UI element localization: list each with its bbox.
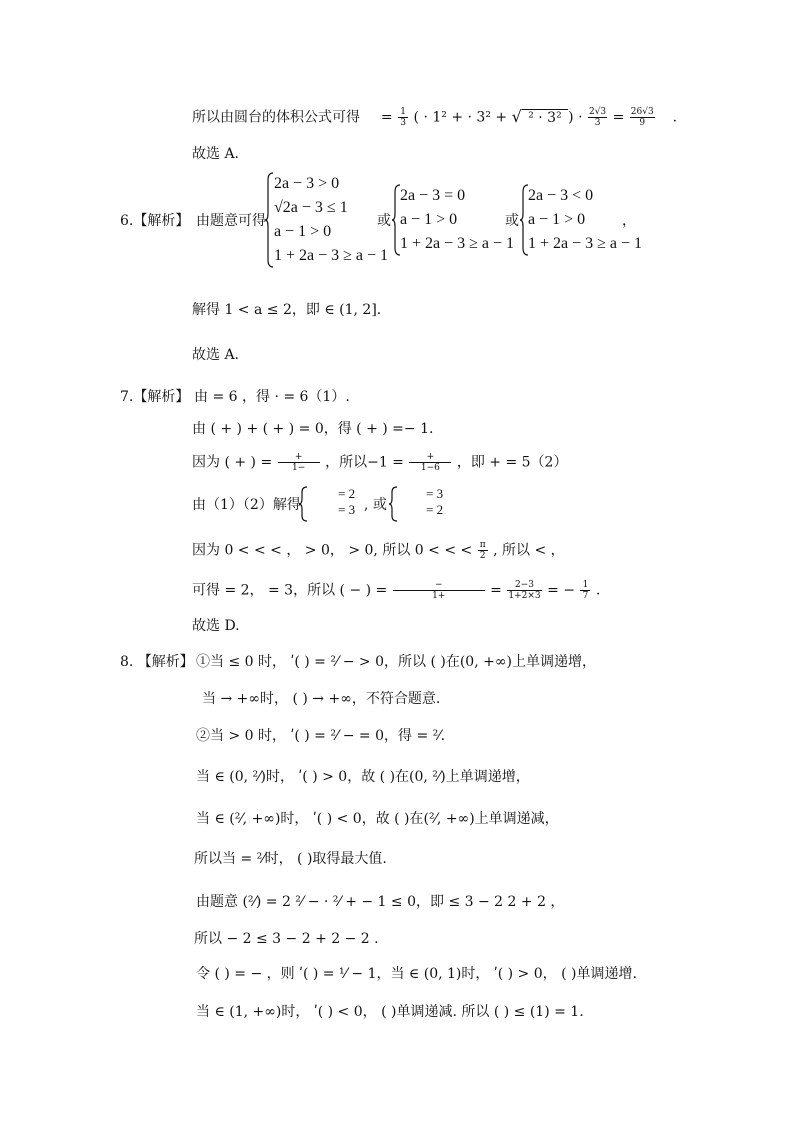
q6-lead: 由题意可得 [196, 213, 266, 229]
answer-q5: 故选 A. [192, 146, 240, 162]
q7-substituted-fraction: $\frac{+}{1-6}$ [409, 452, 451, 473]
answer-q7: 故选 D. [192, 618, 240, 634]
q7-sys1-row: = 3 [338, 502, 356, 517]
q7-label: 7.【解析】 [120, 389, 190, 405]
q6-system-1 [274, 172, 388, 268]
q7-line-3 [192, 452, 567, 473]
q7-tan-diff-fraction: $\frac{-}{1+}$ [393, 580, 485, 601]
q6-sys3-row: a − 1 > 0 [528, 211, 586, 228]
equals: = [490, 582, 502, 599]
q7-sys2-row: = 3 [426, 486, 444, 501]
q7-line-3-c: ，即 + = 5（2） [456, 454, 568, 471]
q6-or-2: 或 [505, 213, 519, 229]
q6-sys3-row: 2a − 3 < 0 [528, 187, 594, 204]
q7-line-2: 由 ( + ) + ( + ) = 0，得 ( + ) =− 1. [192, 421, 434, 437]
q6-solution: 解得 1 < a ≤ 2，即 ∈ (1, 2]. [192, 302, 382, 318]
formula-tail: ) · [568, 109, 587, 126]
q7-brace-2 [388, 486, 398, 522]
equals: = [612, 109, 625, 126]
q6-sys2-row: a − 1 > 0 [400, 211, 458, 228]
q7-tan-sum-fraction: $\frac{+}{1-}$ [278, 452, 320, 473]
q7-system-1 [338, 486, 355, 518]
q6-sys1-row: 2a − 3 > 0 [274, 175, 340, 192]
q8-line-7: 由题意 (²⁄) = 2 ²⁄ − · ²⁄ + − 1 ≤ 0，即 ≤ 3 − 2 2 + 2 ， [196, 894, 565, 910]
q7-numeric-fraction: $\frac{2-3}{1+2\times 3}$ [508, 580, 541, 601]
q8-line-1: ①当 ≤ 0 时， ʹ( ) = ²⁄ − > 0，所以 ( )在(0, +∞)上单调递增， [196, 654, 596, 670]
q7-line-6-a: 可得 = 2， = 3，所以 ( − ) = [192, 582, 388, 599]
q6-sys1-row: a − 1 > 0 [274, 223, 332, 240]
q7-line-3-b: ，所以−1 = [325, 454, 404, 471]
q8-line-10: 当 ∈ (1, +∞)时， ʹ( ) < 0， ( )单调递减. 所以 ( ) ≤ (1) = 1. [196, 1004, 584, 1020]
q7-line-4-a: 由（1）（2）解得 [192, 497, 301, 513]
q6-comma: ， [622, 213, 636, 229]
q7-line-5 [192, 540, 565, 561]
q6-system-2 [400, 184, 514, 256]
q8-line-9: 令 ( ) = − ，则 ʹ( ) = ¹⁄ − 1，当 ∈ (0, 1)时， ʹ( ) > 0， ( )单调递增. [196, 966, 637, 982]
q6-sys1-row: √2a − 3 ≤ 1 [274, 199, 348, 216]
q6-brace-1 [264, 172, 274, 268]
q6-label: 6.【解析】 [120, 213, 190, 229]
equals: = [380, 109, 393, 126]
q7-line-5-a: 因为 0 < < < ， > 0， > 0, 所以 0 < < < [192, 542, 473, 559]
q7-line-6 [192, 580, 600, 601]
q6-sys2-row: 2a − 3 = 0 [400, 187, 466, 204]
formula-middle: ( · 1² + · 3² + [413, 109, 512, 126]
fraction-height: $\frac{2√3}{3}$ [588, 107, 607, 128]
q7-result-fraction: $\frac{1}{7}$ [580, 580, 590, 601]
q7-sys2-row: = 2 [426, 502, 444, 517]
sqrt-term: √ ² · 3² [511, 106, 567, 126]
q7-or: , 或 [364, 497, 387, 513]
fraction-one-third: $\frac{1}{3}$ [398, 107, 408, 128]
q6-sys2-row: 1 + 2a − 3 ≥ a − 1 [400, 235, 515, 252]
volume-formula-prefix: 所以由圆台的体积公式可得 [192, 109, 360, 126]
q6-sys3-row: 1 + 2a − 3 ≥ a − 1 [528, 235, 643, 252]
q8-line-2: 当 → +∞时， ( ) → +∞，不符合题意. [202, 691, 441, 707]
answer-q6: 故选 A. [192, 347, 240, 363]
q7-system-2 [426, 486, 443, 518]
q8-line-8: 所以 − 2 ≤ 3 − 2 + 2 − 2 . [194, 931, 379, 947]
period: . [672, 109, 678, 126]
q8-label: 8. 【解析】 [120, 654, 194, 670]
q6-or-1: 或 [377, 213, 391, 229]
q8-line-4: 当 ∈ (0, ²⁄)时， ʹ( ) > 0，故 ( )在(0, ²⁄)上单调递增， [196, 769, 530, 785]
q7-line-3-a: 因为 ( + ) = [192, 454, 273, 471]
q7-line-1: 由 = 6 ，得 · = 6（1）. [194, 389, 350, 405]
period: . [595, 582, 601, 599]
q7-line-5-b: , 所以 < ， [493, 542, 565, 559]
q8-line-3: ②当 > 0 时， ʹ( ) = ²⁄ − = 0，得 = ²⁄. [196, 728, 446, 744]
q7-sys1-row: = 2 [338, 486, 356, 501]
equals-minus: = − [547, 582, 575, 599]
q8-line-6: 所以当 = ²⁄时， ( )取得最大值. [194, 851, 387, 867]
pi-over-2-fraction: $\frac{\pi}{2}$ [478, 540, 488, 561]
q8-line-5: 当 ∈ (²⁄, +∞)时， ʹ( ) < 0，故 ( )在(²⁄, +∞)上单调递减， [196, 811, 559, 827]
q7-line-4 [192, 496, 301, 514]
q6-sys1-row: 1 + 2a − 3 ≥ a − 1 [274, 247, 389, 264]
volume-formula-line [192, 107, 677, 128]
fraction-volume-result: $\frac{26√3}{9}$ [630, 107, 654, 128]
q7-brace-1 [298, 486, 308, 522]
